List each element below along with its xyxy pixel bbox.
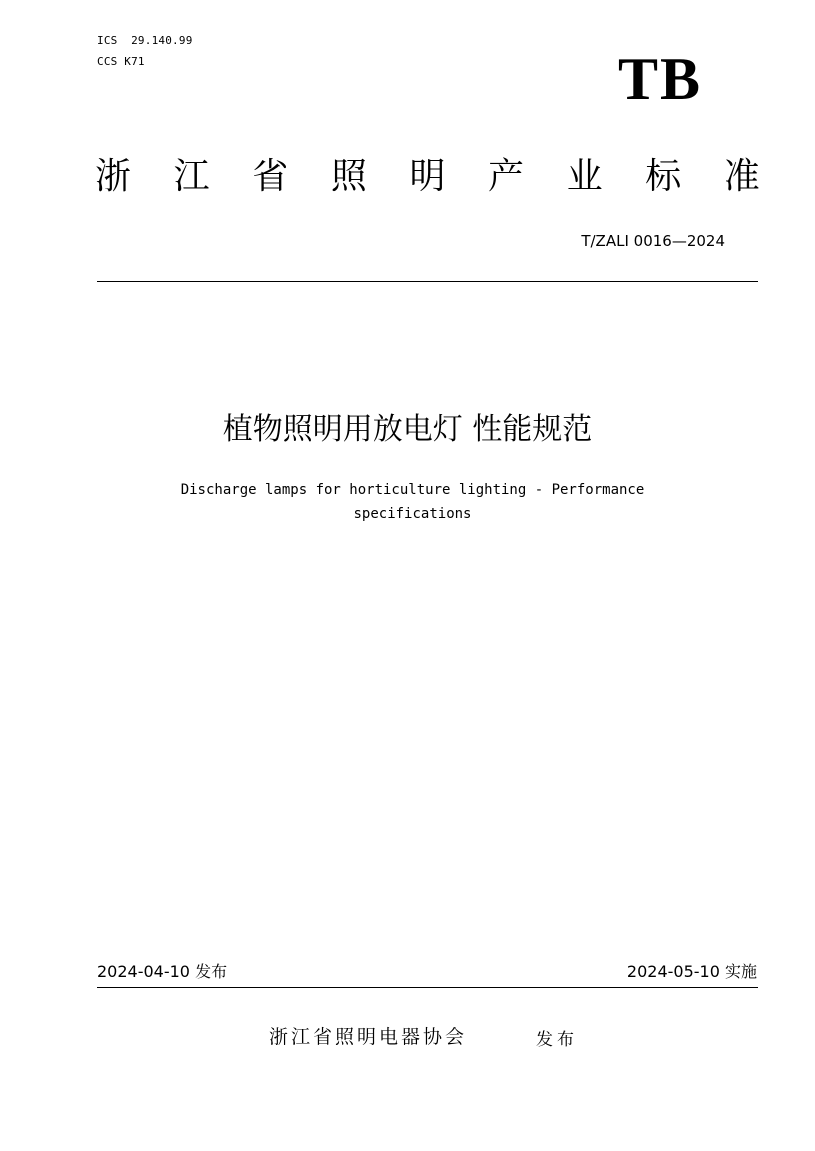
issue-date: 2024-04-10 发布: [97, 962, 228, 981]
document-title-english: Discharge lamps for horticulture lighting - Performance specifications: [180, 482, 645, 522]
top-divider: [97, 281, 758, 282]
category-char: 准: [723, 156, 760, 197]
category-char: 浙: [95, 156, 132, 197]
category-char: 产: [488, 156, 525, 197]
category-char: 业: [566, 156, 603, 197]
bottom-divider: [97, 987, 758, 988]
ccs-code: CCS K71: [97, 55, 145, 68]
document-title-chinese: 植物照明用放电灯 性能规范: [222, 412, 593, 447]
category-char: 照: [330, 156, 367, 197]
tb-logo: TB: [617, 46, 702, 112]
implementation-date: 2024-05-10 实施: [626, 962, 757, 981]
category-char: 标: [645, 156, 682, 197]
category-char: 省: [252, 156, 289, 197]
category-char: 江: [173, 156, 210, 197]
publish-label: 发布: [536, 1030, 578, 1050]
publisher-name: 浙江省照明电器协会: [269, 1026, 468, 1048]
category-char: 明: [409, 156, 446, 197]
standard-number: T/ZALI 0016—2024: [581, 232, 725, 250]
ics-code: ICS 29.140.99: [97, 34, 193, 47]
standard-category-title: [95, 153, 760, 201]
